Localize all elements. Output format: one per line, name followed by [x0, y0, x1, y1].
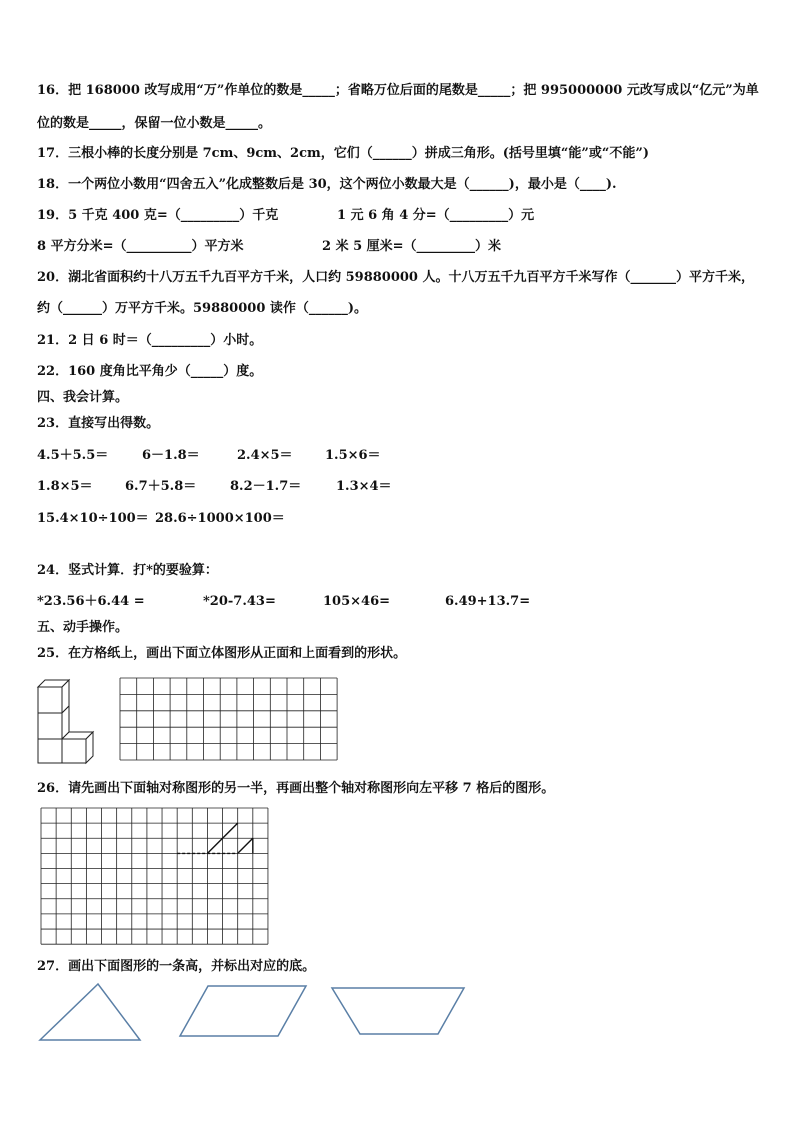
- section-4-title: 四、我会计算。: [37, 390, 129, 405]
- q20-line1: 20．湖北省面积约十八万五千九百平方千米，人口约 59880000 人。十八万五千九百平方千米写作（_______）平方千米，: [37, 270, 755, 285]
- calc-item: 1.8×5＝: [37, 479, 93, 494]
- q27-title: 27．画出下面图形的一条高，并标出对应的底。: [37, 959, 316, 974]
- section-5-title: 五、动手操作。: [37, 620, 129, 635]
- q16-line1: 16．把 168000 改写成用“万”作单位的数是_____；省略万位后面的尾数是_____；把 995000000 元改写成以“亿元”为单: [37, 83, 759, 98]
- q24-title: 24．竖式计算．打*的要验算：: [37, 563, 218, 578]
- calc-item: 15.4×10÷100＝: [37, 511, 149, 526]
- q25-title: 25．在方格纸上，画出下面立体图形从正面和上面看到的形状。: [37, 646, 407, 661]
- half-figure-edge: [238, 838, 253, 853]
- q17: 17．三根小棒的长度分别是 7cm、9cm、2cm，它们（______）拼成三角形。(括号里填“能”或“不能”): [37, 146, 649, 161]
- calc-item: 6.7＋5.8＝: [125, 479, 197, 494]
- calc-item: 28.6÷1000×100＝: [155, 511, 285, 526]
- q19-c: 8 平方分米=（__________）平方米: [37, 239, 244, 254]
- q19-b: 1 元 6 角 4 分=（_________）元: [337, 208, 535, 223]
- calc-item: 1.5×6＝: [325, 448, 381, 463]
- q18: 18．一个两位小数用“四舍五入”化成整数后是 30，这个两位小数最大是（______)，最小是（____).: [37, 177, 617, 192]
- q26-title: 26．请先画出下面轴对称图形的另一半，再画出整个轴对称图形向左平移 7 格后的图形。: [37, 781, 555, 796]
- symmetry-grid[interactable]: [41, 808, 269, 946]
- calc-item: 1.3×4＝: [336, 479, 392, 494]
- q20-line2: 约（______）万平方千米。59880000 读作（______)。: [37, 301, 368, 316]
- q21: 21．2 日 6 时＝（_________）小时。: [37, 333, 263, 348]
- q19-d: 2 米 5 厘米=（_________）米: [322, 239, 502, 254]
- vertical-calc-item: *20-7.43=: [203, 594, 276, 609]
- q23-title: 23．直接写出得数。: [37, 416, 160, 431]
- cube-solid-figure: [36, 676, 92, 766]
- calc-item: 6－1.8＝: [142, 448, 200, 463]
- parallelogram-shape: [178, 984, 308, 1040]
- calc-item: 2.4×5＝: [237, 448, 293, 463]
- vertical-calc-item: 6.49+13.7=: [445, 594, 531, 609]
- q22: 22．160 度角比平角少（_____）度。: [37, 364, 263, 379]
- q19-a: 19．5 千克 400 克=（_________）千克: [37, 208, 279, 223]
- trapezoid-shape: [330, 986, 466, 1036]
- vertical-calc-item: 105×46=: [323, 594, 391, 609]
- calc-item: 4.5＋5.5＝: [37, 448, 109, 463]
- square-grid-paper[interactable]: [120, 678, 340, 762]
- vertical-calc-item: *23.56＋6.44 =: [37, 594, 145, 609]
- calc-item: 8.2－1.7＝: [230, 479, 302, 494]
- triangle-shape: [38, 982, 142, 1042]
- q16-line2: 位的数是_____，保留一位小数是_____。: [37, 116, 272, 131]
